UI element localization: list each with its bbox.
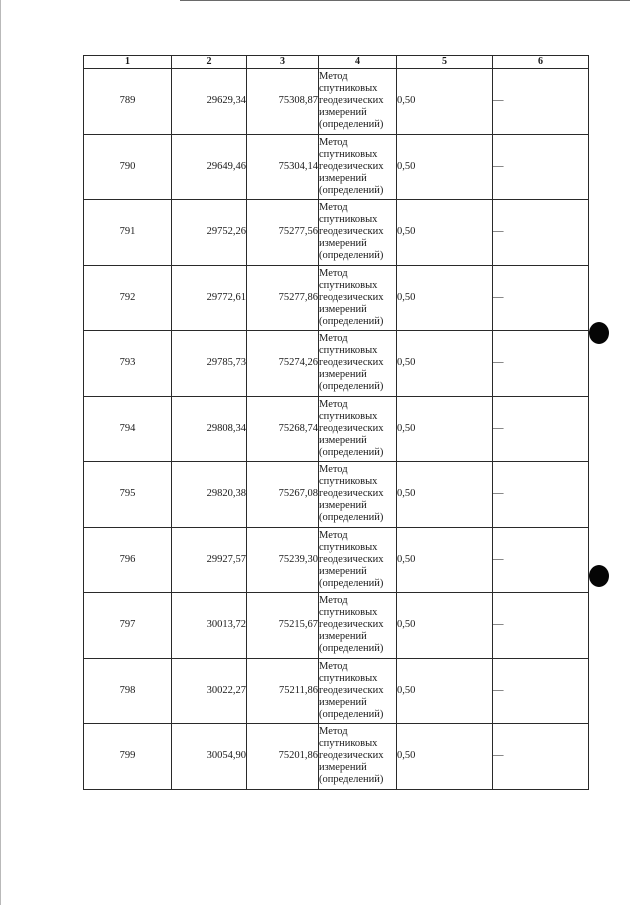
method-line: Метод	[319, 71, 348, 83]
x-coordinate-cell: 29649,46	[172, 134, 247, 200]
x-coordinate-cell: 29808,34	[172, 396, 247, 462]
method-line: измерений	[319, 696, 367, 708]
method-cell	[319, 724, 397, 790]
method-line: Метод	[319, 595, 348, 607]
accuracy-cell: 0,50	[397, 527, 493, 593]
note-cell: —	[493, 200, 589, 266]
method-line: геодезических	[319, 226, 384, 238]
x-coordinate-cell: 29820,38	[172, 462, 247, 528]
accuracy-cell: 0,50	[397, 396, 493, 462]
x-coordinate-cell: 30022,27	[172, 658, 247, 724]
method-line: Метод	[319, 660, 348, 672]
point-number-cell: 795	[84, 462, 172, 528]
method-line: Метод	[319, 726, 348, 738]
accuracy-cell: 0,50	[397, 593, 493, 659]
point-number-cell: 796	[84, 527, 172, 593]
table-row	[84, 462, 589, 528]
method-line: измерений	[319, 565, 367, 577]
method-line: измерений	[319, 107, 367, 119]
method-line: Метод	[319, 202, 348, 214]
note-cell: —	[493, 69, 589, 135]
method-line: измерений	[319, 762, 367, 774]
method-line: Метод	[319, 464, 348, 476]
x-coordinate-cell: 30054,90	[172, 724, 247, 790]
point-number-cell: 797	[84, 593, 172, 659]
x-coordinate-cell: 29629,34	[172, 69, 247, 135]
method-line: (определений)	[319, 774, 384, 786]
method-line: Метод	[319, 398, 348, 410]
method-cell	[319, 527, 397, 593]
accuracy-cell: 0,50	[397, 331, 493, 397]
table-row	[84, 200, 589, 266]
accuracy-cell: 0,50	[397, 724, 493, 790]
method-line: геодезических	[319, 422, 384, 434]
method-line: геодезических	[319, 160, 384, 172]
method-cell	[319, 69, 397, 135]
method-line: (определений)	[319, 446, 384, 458]
method-cell	[319, 265, 397, 331]
method-line: спутниковых	[319, 279, 378, 291]
column-header: 6	[493, 56, 589, 69]
note-cell: —	[493, 527, 589, 593]
point-number-cell: 789	[84, 69, 172, 135]
method-line: Метод	[319, 136, 348, 148]
y-coordinate-cell: 75268,74	[247, 396, 319, 462]
method-line: геодезических	[319, 619, 384, 631]
table-row	[84, 593, 589, 659]
accuracy-cell: 0,50	[397, 69, 493, 135]
method-line: (определений)	[319, 184, 384, 196]
punch-hole-mark	[589, 565, 609, 587]
y-coordinate-cell: 75308,87	[247, 69, 319, 135]
accuracy-cell: 0,50	[397, 658, 493, 724]
method-line: измерений	[319, 303, 367, 315]
x-coordinate-cell: 29785,73	[172, 331, 247, 397]
note-cell: —	[493, 462, 589, 528]
note-cell: —	[493, 265, 589, 331]
accuracy-cell: 0,50	[397, 462, 493, 528]
accuracy-cell: 0,50	[397, 134, 493, 200]
y-coordinate-cell: 75274,26	[247, 331, 319, 397]
method-line: геодезических	[319, 488, 384, 500]
method-line: спутниковых	[319, 607, 378, 619]
note-cell: —	[493, 396, 589, 462]
x-coordinate-cell: 29927,57	[172, 527, 247, 593]
table-row	[84, 331, 589, 397]
method-line: (определений)	[319, 119, 384, 131]
column-header: 4	[319, 56, 397, 69]
method-line: измерений	[319, 631, 367, 643]
point-number-cell: 792	[84, 265, 172, 331]
y-coordinate-cell: 75277,86	[247, 265, 319, 331]
table-row	[84, 658, 589, 724]
method-cell	[319, 134, 397, 200]
column-header: 1	[84, 56, 172, 69]
method-line: спутниковых	[319, 672, 378, 684]
scan-top-rule	[180, 0, 630, 1]
method-line: спутниковых	[319, 410, 378, 422]
method-cell	[319, 331, 397, 397]
method-line: (определений)	[319, 577, 384, 589]
method-line: измерений	[319, 434, 367, 446]
method-line: спутниковых	[319, 148, 378, 160]
method-line: (определений)	[319, 708, 384, 720]
y-coordinate-cell: 75211,86	[247, 658, 319, 724]
point-number-cell: 791	[84, 200, 172, 266]
column-header: 2	[172, 56, 247, 69]
y-coordinate-cell: 75201,86	[247, 724, 319, 790]
method-line: геодезических	[319, 553, 384, 565]
table-row	[84, 265, 589, 331]
method-line: геодезических	[319, 684, 384, 696]
scan-left-edge	[0, 0, 1, 905]
y-coordinate-cell: 75304,14	[247, 134, 319, 200]
method-line: спутниковых	[319, 738, 378, 750]
method-line: спутниковых	[319, 83, 378, 95]
note-cell: —	[493, 331, 589, 397]
point-number-cell: 793	[84, 331, 172, 397]
point-number-cell: 799	[84, 724, 172, 790]
method-line: (определений)	[319, 381, 384, 393]
method-line: спутниковых	[319, 345, 378, 357]
y-coordinate-cell: 75239,30	[247, 527, 319, 593]
method-cell	[319, 396, 397, 462]
method-line: спутниковых	[319, 541, 378, 553]
table-row	[84, 527, 589, 593]
note-cell: —	[493, 134, 589, 200]
method-line: измерений	[319, 369, 367, 381]
y-coordinate-cell: 75215,67	[247, 593, 319, 659]
method-line: геодезических	[319, 95, 384, 107]
x-coordinate-cell: 29772,61	[172, 265, 247, 331]
note-cell: —	[493, 593, 589, 659]
method-line: спутниковых	[319, 214, 378, 226]
table-row	[84, 69, 589, 135]
method-line: геодезических	[319, 291, 384, 303]
method-line: измерений	[319, 238, 367, 250]
method-line: геодезических	[319, 357, 384, 369]
method-line: геодезических	[319, 750, 384, 762]
note-cell: —	[493, 658, 589, 724]
table-row	[84, 134, 589, 200]
method-line: (определений)	[319, 512, 384, 524]
method-line: Метод	[319, 267, 348, 279]
method-cell	[319, 200, 397, 266]
accuracy-cell: 0,50	[397, 200, 493, 266]
x-coordinate-cell: 29752,26	[172, 200, 247, 266]
accuracy-cell: 0,50	[397, 265, 493, 331]
x-coordinate-cell: 30013,72	[172, 593, 247, 659]
method-line: Метод	[319, 529, 348, 541]
coordinates-table	[83, 55, 589, 790]
method-line: (определений)	[319, 643, 384, 655]
y-coordinate-cell: 75277,56	[247, 200, 319, 266]
method-line: Метод	[319, 333, 348, 345]
column-header: 5	[397, 56, 493, 69]
table-row	[84, 724, 589, 790]
method-line: спутниковых	[319, 476, 378, 488]
method-cell	[319, 658, 397, 724]
point-number-cell: 790	[84, 134, 172, 200]
point-number-cell: 794	[84, 396, 172, 462]
point-number-cell: 798	[84, 658, 172, 724]
method-line: измерений	[319, 500, 367, 512]
method-line: измерений	[319, 172, 367, 184]
table-header-row	[84, 56, 589, 69]
table-row	[84, 396, 589, 462]
y-coordinate-cell: 75267,08	[247, 462, 319, 528]
note-cell: —	[493, 724, 589, 790]
method-line: (определений)	[319, 315, 384, 327]
method-line: (определений)	[319, 250, 384, 262]
method-cell	[319, 593, 397, 659]
column-header: 3	[247, 56, 319, 69]
punch-hole-mark	[589, 322, 609, 344]
method-cell	[319, 462, 397, 528]
